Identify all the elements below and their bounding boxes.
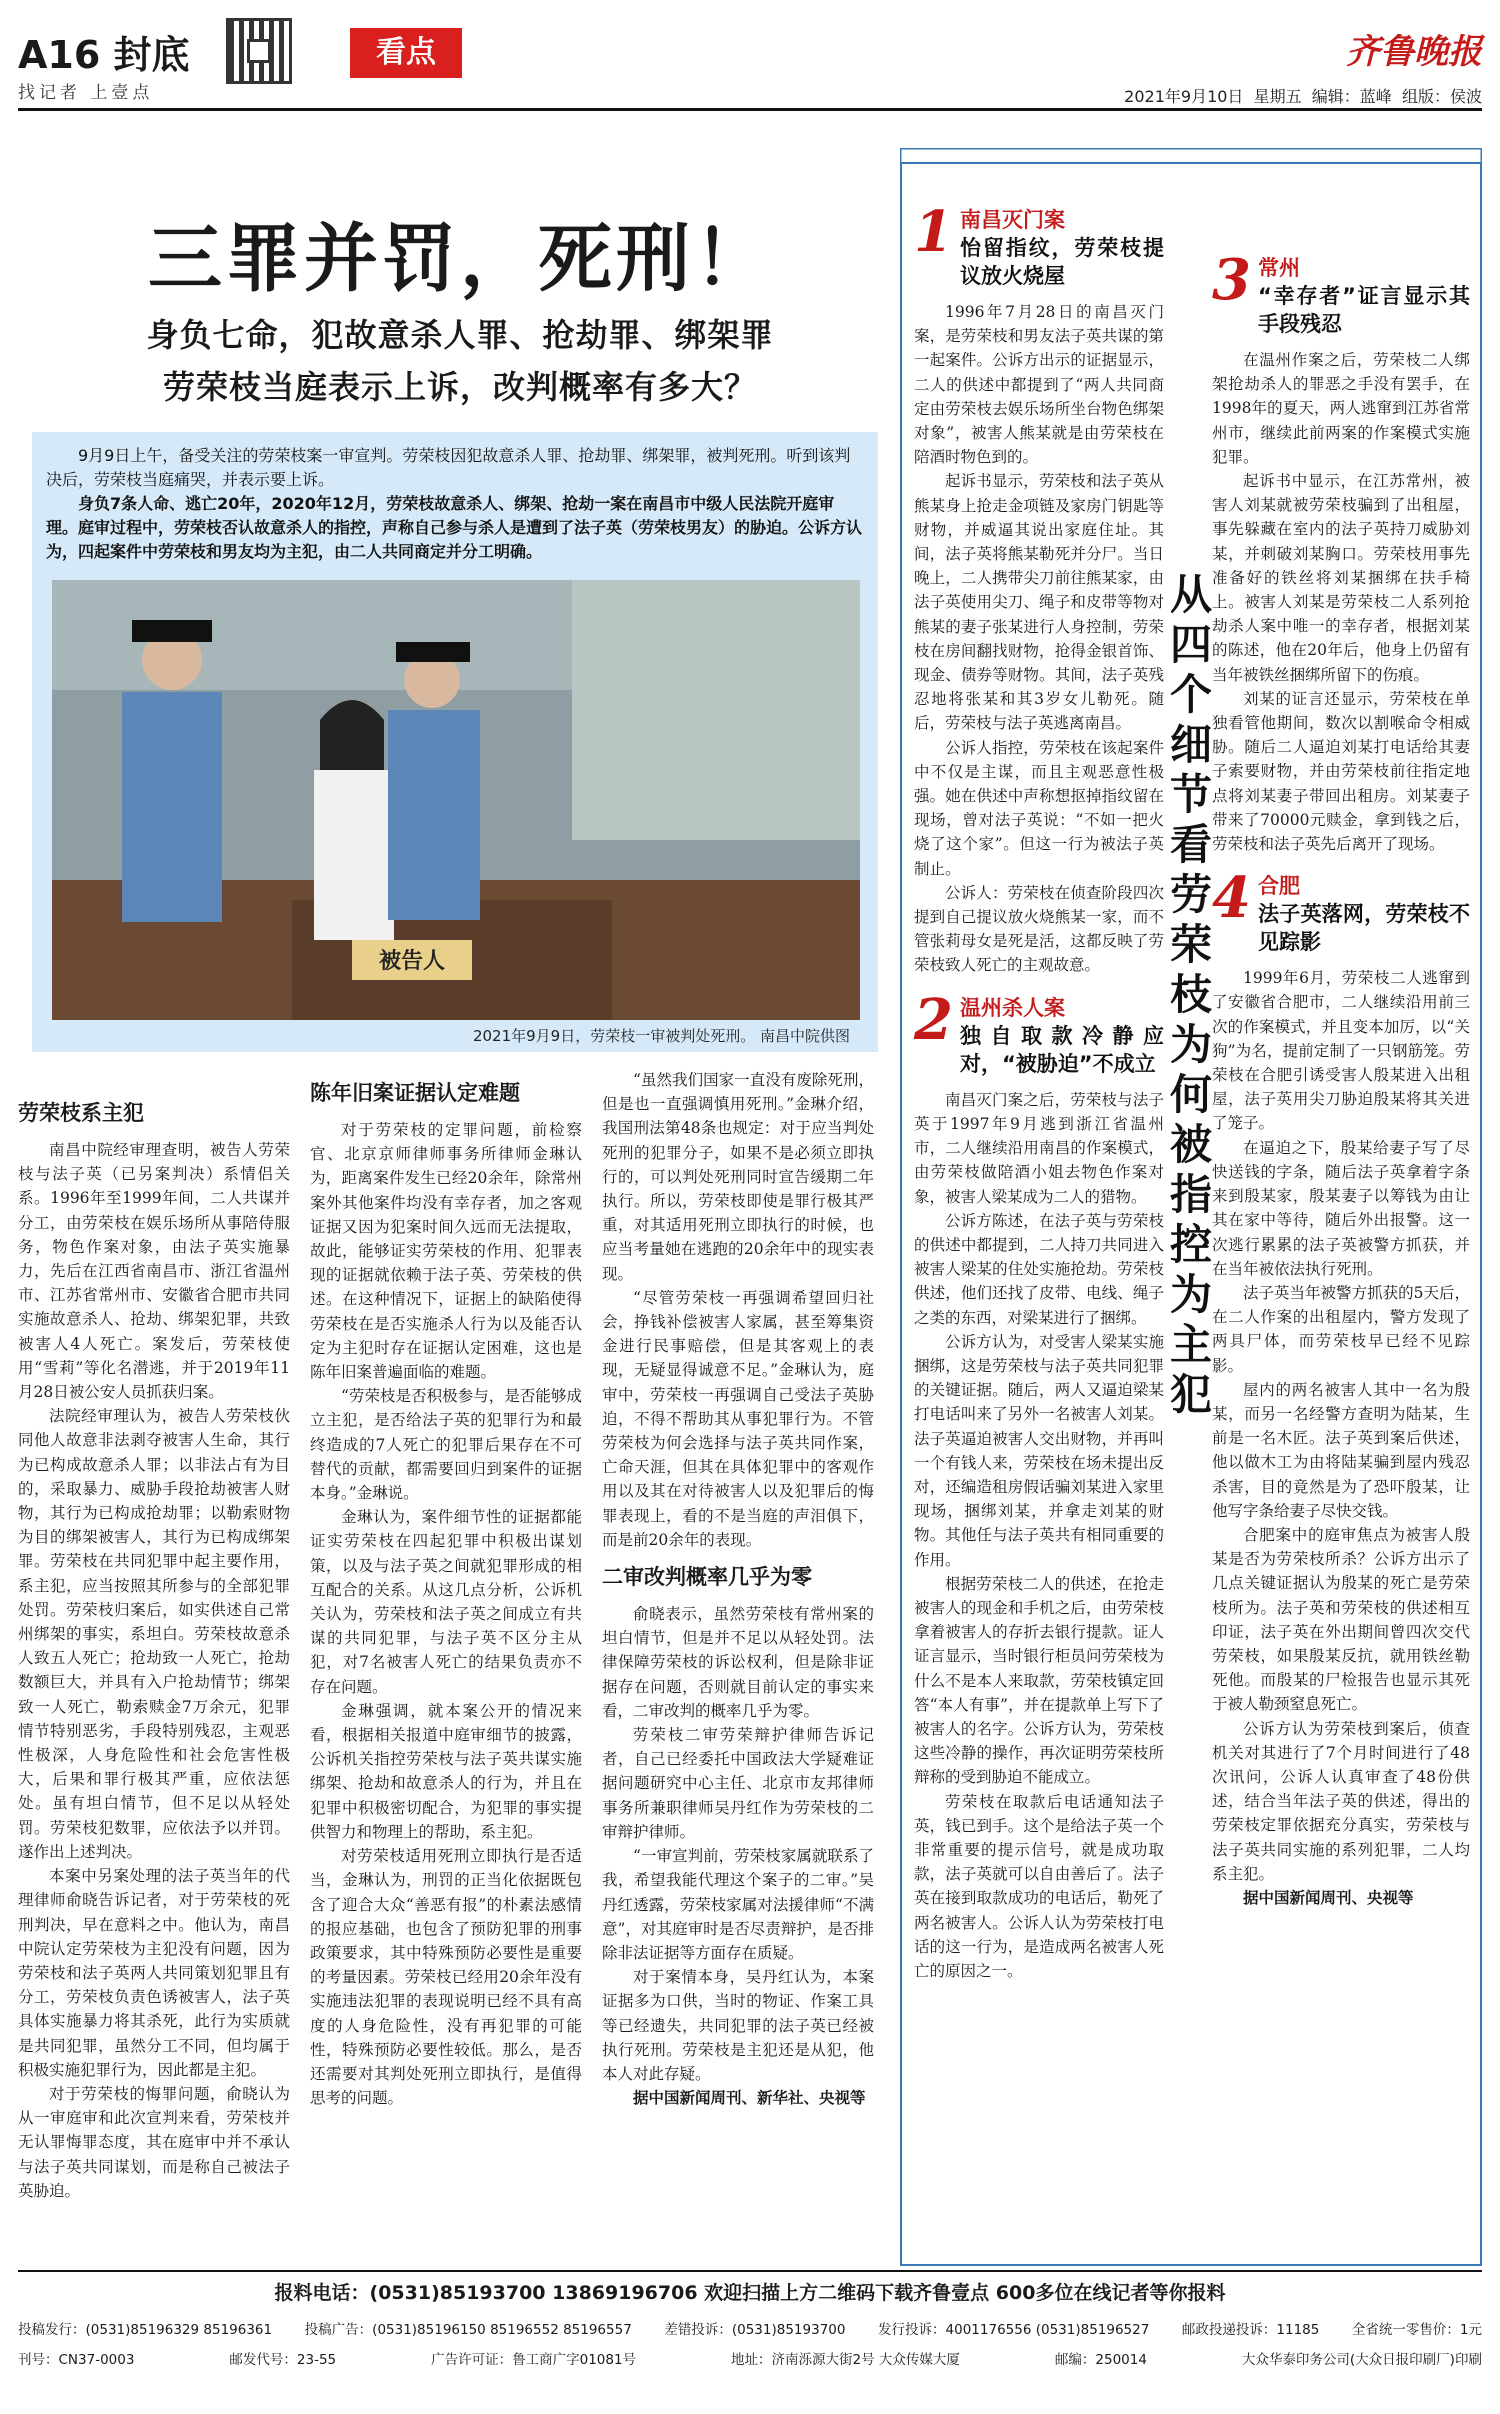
subheadline-2: 劳荣枝当庭表示上诉，改判概率有多大？ xyxy=(162,368,757,406)
paragraph: 劳荣枝二审劳荣辩护律师告诉记者，自己已经委托中国政法大学疑难证据问题研究中心主任、北京市友邦律师事务所兼职律师吴丹红作为劳荣枝的二审辩护律师。 xyxy=(602,1726,874,1841)
paragraph: “劳荣枝是否积极参与，是否能够成立主犯，是否给法子英的犯罪行为和最终造成的7人死亡的犯罪后果存在不可替代的贡献，都需要回归到案件的证据本身。”金琳说。 xyxy=(310,1387,582,1503)
paragraph: 金琳认为，案件细节性的证据都能证实劳荣枝在四起犯罪中积极出谋划策，以及与法子英之间就犯罪形成的相互配合的关系。从这几点分析，公诉机关认为，劳荣枝和法子英之间成立有共谋的共同犯罪，与法子英不区分主从犯，对7名被害人死亡的结果负责亦不存在问题。 xyxy=(310,1508,582,1696)
paragraph: 对于劳荣枝的定罪问题，前检察官、北京京师律师事务所律师金琳认为，距离案件发生已经20余年，除常州案外其他案件均没有幸存者，加之客观证据又因为犯案时间久远而无法提取，故此，能够证实劳荣枝的作用、犯罪表现的证据就依赖于法子英、劳荣枝的供述。在这种情况下，证据上的缺陷使得劳荣枝在是否实施杀人行为以及能否认定为主犯时存在证据认定困难，这也是陈年旧案普遍面临的难题。 xyxy=(310,1121,582,1382)
qr-code-icon[interactable] xyxy=(226,18,292,84)
paragraph: 公诉人：劳荣枝在侦查阶段四次提到自己提议放火烧熊某一家，而不管张莉母女是死是活，这都反映了劳荣枝致人死亡的主观故意。 xyxy=(914,883,1164,975)
paragraph: 合肥案中的庭审焦点为被害人殷某是否为劳荣枝所杀？公诉方出示了几点关键证据认为殷某的死亡是劳荣枝所为。法子英和劳荣枝的供述相互印证，法子英在外出期间曾四次交代劳荣枝，如果殷某反抗，就用铁丝勒死他。而殷某的尸检报告也显示其死于被人勒颈窒息死亡。 xyxy=(1212,1525,1470,1714)
paragraph: “虽然我们国家一直没有废除死刑，但是也一直强调慎用死刑。”金琳介绍，我国刑法第48条也规定：对于应当判处死刑的犯罪分子，如果不是必须立即执行的，可以判处死刑同时宣告缓期二年执行。所以，劳荣枝即使是罪行极其严重，对其适用死刑立即执行的时候，也应当考量她在逃跑的20余年中的现实表现。 xyxy=(602,1071,874,1283)
footer-item: 全省统一零售价：1元 xyxy=(1351,2322,1482,2338)
section-title: 法子英落网，劳荣枝不见踪影 xyxy=(1258,902,1470,955)
newspaper-logo: 齐鲁晚报 xyxy=(1346,32,1482,72)
courtroom-photo xyxy=(52,580,860,1020)
paragraph: 本案中另案处理的法子英当年的代理律师俞晓告诉记者，对于劳荣枝的死刑判决，早在意料之中。他认为，南昌中院认定劳荣枝为主犯没有问题，因为劳荣枝和法子英两人共同策划犯罪且有分工，劳荣枝负责色诱被害人，法子英具体实施暴力将其杀死，此行为实质就是共同犯罪，虽然分工不同，但均属于积极实施犯罪行为，因此都是主犯。 xyxy=(18,1867,290,2079)
issue-meta: 2021年9月10日 星期五 编辑：蓝峰 组版：侯波 xyxy=(1124,87,1482,106)
footer-item: 刊号：CN37-0003 xyxy=(18,2352,135,2368)
section-number: 4 xyxy=(1212,865,1251,932)
masthead xyxy=(18,18,1482,108)
paragraph: 公诉方认为，对受害人梁某实施捆绑，这是劳荣枝与法子英共同犯罪的关键证据。随后，两人又逼迫梁某打电话叫来了另外一名被害人刘某。法子英逼迫被害人交出财物，并再叫一个有钱人来，劳荣枝在场未提出反对，还编造租房假话骗刘某进入家里现场，捆绑刘某，并拿走刘某的财物。其他任与法子英共有相同重要的作用。 xyxy=(914,1332,1164,1569)
paragraph: 劳荣枝在取款后电话通知法子英，钱已到手。这个是给法子英一个非常重要的提示信号，就是成功取款，法子英就可以自由善后了。法子英在接到取款成功的电话后，勒死了两名被害人。公诉人认为劳荣枝打电话的这一行为，是造成两名被害人死亡的原因之一。 xyxy=(914,1792,1164,1980)
footer-item: 发行投诉：4001176556 (0531)85196527 xyxy=(878,2322,1150,2338)
article-column-1 xyxy=(18,1088,290,2258)
section-heading: 二审改判概率几乎为零 xyxy=(602,1565,812,1590)
paragraph: 1996年7月28日的南昌灭门案，是劳荣枝和男友法子英共谋的第一起案件。公诉方出示的证据显示，二人的供述中都提到了“两人共同商定由劳荣枝去娱乐场所坐台物色绑架对象”，被害人熊某就是由劳荣枝在陪酒时物色到的。 xyxy=(914,303,1164,467)
hotline-banner: 报料电话：(0531)85193700 13869196706 欢迎扫描上方二维码下载齐鲁壹点 600多位在线记者等你报料 xyxy=(274,2282,1226,2304)
paragraph: 公诉方认为劳荣枝到案后，侦查机关对其进行了7个月时间进行了48次讯问，公诉人认真审查了48份供述，结合当年法子英的供述，得出的劳荣枝定罪依据充分真实，劳荣枝与法子英共同实施的系列犯罪，二人均系主犯。 xyxy=(1212,1719,1470,1883)
paragraph: 法院经审理认为，被告人劳荣枝伙同他人故意非法剥夺被害人生命，其行为已构成故意杀人罪；以非法占有为目的，采取暴力、威胁手段抢劫被害人财物，其行为已构成抢劫罪；以勒索财物为目的绑架被害人，其行为已构成绑架罪。劳荣枝在共同犯罪中起主要作用，系主犯，应当按照其所参与的全部犯罪处罚。劳荣枝归案后，如实供述自己常州绑架的事实，系坦白。劳荣枝故意杀人致五人死亡；抢劫致一人死亡，抢劫数额巨大，并具有入户抢劫情节；绑架致一人死亡，勒索赎金7万余元，犯罪情节特别恶劣，手段特别残忍，主观恶性极深，人身危险性和社会危害性极大，后果和罪行极其严重，应依法惩处。虽有坦白情节，但不足以从轻处罚。劳荣枝犯数罪，应依法予以并罚。遂作出上述判决。 xyxy=(18,1407,290,1861)
defendant-plate: 被告人 xyxy=(378,949,446,974)
photo-caption: 2021年9月9日，劳荣枝一审被判处死刑。 南昌中院供图 xyxy=(472,1027,850,1045)
section-location: 常州 xyxy=(1258,256,1300,280)
footer-item: 投稿发行：(0531)85196329 85196361 xyxy=(18,2322,273,2338)
paragraph: “一审宣判前，劳荣枝家属就联系了我，希望我能代理这个案子的二审。”吴丹红透露，劳荣枝家属对法援律师“不满意”，对其庭审时是否尽责辩护，是否排除非法证据等方面存在质疑。 xyxy=(602,1847,874,1962)
paragraph: 在温州作案之后，劳荣枝二人绑架抢劫杀人的罪恶之手没有罢手，在1998年的夏天，两人逃窜到江苏省常州市，继续此前两案的作案模式实施犯罪。 xyxy=(1212,351,1470,466)
footer-item: 邮发代号：23-55 xyxy=(229,2352,337,2368)
panel-column-right xyxy=(1212,186,1470,2250)
article-column-3 xyxy=(602,1068,874,2258)
source-credit: 据中国新闻周刊、央视等 xyxy=(1243,1888,1414,1907)
section-2-header xyxy=(914,986,1164,1078)
section-number: 1 xyxy=(914,200,953,265)
source-credit: 据中国新闻周刊、新华社、央视等 xyxy=(633,2089,866,2108)
paragraph: 在逼迫之下，殷某给妻子写了尽快送钱的字条，随后法子英拿着字条来到殷某家，殷某妻子以筹钱为由让其在家中等待，随后外出报警。这一次逃行累累的法子英被警方抓获，并在当年被依法执行死刑。 xyxy=(1212,1138,1470,1278)
paragraph: 1999年6月，劳荣枝二人逃窜到了安徽省合肥市，二人继续沿用前三次的作案模式，并且变本加厉，以“关狗”为名，提前定制了一只钢筋笼。劳荣枝在合肥引诱受害人殷某进入出租屋，法子英用尖刀胁迫殷某将其关进了笼子。 xyxy=(1212,969,1470,1133)
paragraph: 屋内的两名被害人其中一名为殷某，而另一名经警方查明为陆某，生前是一名木匠。法子英到案后供述，他以做木工为由将陆某骗到屋内残忍杀害，目的竟然是为了恐吓殷某，让他写字条给妻子尽快交钱。 xyxy=(1212,1380,1470,1520)
section-location: 温州杀人案 xyxy=(960,995,1065,1020)
footer-item: 差错投诉：(0531)85193700 xyxy=(664,2322,846,2338)
paragraph: 起诉书中显示，在江苏常州，被害人刘某就被劳荣枝骗到了出租屋，事先躲藏在室内的法子英持刀威胁刘某，并刺破刘某胸口。劳荣枝用事先准备好的铁丝将刘某捆绑在扶手椅上。被害人刘某是劳荣枝二人系列抢劫杀人案中唯一的幸存者，根据刘某的陈述，他在20年后，他身上仍留有当年被铁丝捆绑所留下的伤痕。 xyxy=(1212,472,1470,684)
courtroom-illustration xyxy=(52,580,860,1020)
contact-slogan: 找记者 上壹点 xyxy=(18,83,154,103)
section-heading: 陈年旧案证据认定难题 xyxy=(310,1081,520,1105)
paragraph: 刘某的证言还显示，劳荣枝在单独看管他期间，数次以割喉命令相威胁。随后二人逼迫刘某打电话给其妻子索要财物，并由劳荣枝前往指定地点将刘某妻子带回出租房。刘某妻子带来了70000元赎金，拿到钱之后，劳荣枝和法子英先后离开了现场。 xyxy=(1212,689,1470,854)
section-number: 3 xyxy=(1212,247,1251,313)
paragraph: 法子英当年被警方抓获的5天后，在二人作案的出租屋内，警方发现了两具尸体，而劳荣枝早已经不见踪影。 xyxy=(1212,1283,1470,1375)
paragraph: 金琳强调，就本案公开的情况来看，根据相关报道中庭审细节的披露，公诉机关指控劳荣枝与法子英共谋实施绑架、抢劫和故意杀人的行为，并且在犯罪中积极密切配合，为犯罪的事实提供智力和物理上的帮助，系主犯。 xyxy=(310,1701,582,1841)
lead-paragraph: 9月9日上午，备受关注的劳荣枝案一审宣判。劳荣枝因犯故意杀人罪、抢劫罪、绑架罪，被判死刑。听到该判决后，劳荣枝当庭痛哭，并表示要上诉。 xyxy=(46,446,851,489)
footer-item: 广告许可证：鲁工商广字01081号 xyxy=(431,2352,637,2368)
subheadline-1: 身负七命，犯故意杀人罪、抢劫罪、绑架罪 xyxy=(146,316,774,354)
footer-item: 地址：济南泺源大街2号 大众传媒大厦 xyxy=(731,2352,960,2368)
section-location: 合肥 xyxy=(1258,874,1300,899)
section-3-header xyxy=(1212,247,1470,338)
paragraph: 俞晓表示，虽然劳荣枝有常州案的坦白情节，但是并不足以从轻处罚。法律保障劳荣枝的诉讼权利，但是除非证据存在问题，否则就目前认定的事实来看，二审改判的概率几乎为零。 xyxy=(602,1605,874,1720)
panel-column-left xyxy=(914,200,1164,2250)
vertical-panel-title: 从四个细节看劳荣枝为何被指控为主犯 xyxy=(1169,570,1212,1419)
section-title: 怡留指纹，劳荣枝提议放火烧屋 xyxy=(960,236,1164,288)
section-title: 独自取款冷静应对，“被胁迫”不成立 xyxy=(960,1023,1164,1076)
footer-contacts xyxy=(18,2318,1482,2338)
paragraph: 公诉方陈述，在法子英与劳荣枝的供述中都提到，二人持刀共同进入被害人梁某的住处实施抢劫。劳荣枝供述，他们还找了皮带、电线、绳子之类的东西，对梁某进行了捆绑。 xyxy=(914,1211,1164,1327)
paragraph: 起诉书显示，劳荣枝和法子英从熊某身上抢走金项链及家房门钥匙等财物，并威逼其说出家庭住址。其间，法子英将熊某勒死并分尸。当日晚上，二人携带尖刀前往熊某家，由法子英使用尖刀、绳子和皮带等物对熊某的妻子张某进行人身控制，劳荣枝在房间翻找财物，抢得金银首饰、现金、债券等财物。其间，法子英残忍地将张某和其3岁女儿勒死。随后，劳荣枝与法子英逃离南昌。 xyxy=(914,472,1164,733)
section-location: 南昌灭门案 xyxy=(960,208,1065,232)
paragraph: 对于案情本身，吴丹红认为，本案证据多为口供，当时的物证、作案工具等已经遗失，共同犯罪的法子英已经被执行死刑。劳荣枝是主犯还是从犯，他本人对此存疑。 xyxy=(602,1968,874,2083)
paragraph: 公诉人指控，劳荣枝在该起案件中不仅是主谋，而且主观恶意性极强。她在供述中声称想抠掉指纹留在现场，曾对法子英说：“不如一把火烧了这个家”。但这一行为被法子英制止。 xyxy=(914,738,1164,878)
footer-item: 邮政投递投诉：11185 xyxy=(1181,2322,1320,2338)
section-1-header xyxy=(914,200,1164,290)
headline: 三罪并罚，死刑！ xyxy=(148,216,772,302)
header-divider xyxy=(18,108,1482,111)
section-tag: 看点 xyxy=(350,28,462,78)
paragraph: 根据劳荣枝二人的供述，在抢走被害人的现金和手机之后，由劳荣枝拿着被害人的存折去银行提款。证人证言显示，当时银行柜员问劳荣枝为什么不是本人来取款，劳荣枝镇定回答“本人有事”，并在提款单上写下了被害人的名字。公诉方认为，劳荣枝这些冷静的操作，再次证明劳荣枝所辩称的受到胁迫不能成立。 xyxy=(914,1574,1164,1787)
article-column-2 xyxy=(310,1068,582,2258)
paragraph: 对劳荣枝适用死刑立即执行是否适当，金琳认为，刑罚的正当化依据既包含了迎合大众“善恶有报”的朴素法感情的报应基础，也包含了预防犯罪的刑事政策要求，其中特殊预防必要性是重要的考量因素。劳荣枝已经用20余年没有实施违法犯罪的表现说明已经不具有高度的人身危险性，没有再犯罪的可能性，特殊预防必要性较低。那么，是否还需要对其判处死刑立即执行，是值得思考的问题。 xyxy=(310,1847,582,2108)
page-number: A16 封底 xyxy=(18,33,190,77)
lead-paragraph: 身负7条人命、逃亡20年，2020年12月，劳荣枝故意杀人、绑架、抢劫一案在南昌市中级人民法院开庭审理。庭审过程中，劳荣枝否认故意杀人的指控，声称自己参与杀人是遭到了法子英（劳荣枝男友）的胁迫。公诉方认为，四起案件中劳荣枝和男友均为主犯，由二人共同商定并分工明确。 xyxy=(46,494,863,561)
footer-item: 邮编：250014 xyxy=(1054,2352,1147,2368)
footer-item: 大众华泰印务公司(大众日报印刷厂)印刷 xyxy=(1241,2352,1482,2368)
paragraph: “尽管劳荣枝一再强调希望回归社会，挣钱补偿被害人家属，甚至筹集资金进行民事赔偿，但是其客观上的表现，无疑显得诚意不足。”金琳认为，庭审中，劳荣枝一再强调自己受法子英胁迫，不得不帮助其从事犯罪行为。不管劳荣枝为何会选择与法子英共同作案，亡命天涯，但其在具体犯罪中的客观作用以及其在对待被害人以及犯罪后的悔罪表现上，看的不是当庭的声泪俱下，而是前20余年的表现。 xyxy=(602,1288,874,1549)
paragraph: 对于劳荣枝的悔罪问题，俞晓认为从一审庭审和此次宣判来看，劳荣枝并无认罪悔罪态度，其在庭审中并不承认与法子英共同谋划，而是称自己被法子英胁迫。 xyxy=(18,2084,290,2200)
paragraph: 南昌灭门案之后，劳荣枝与法子英于1997年9月逃到浙江省温州市，二人继续沿用南昌的作案模式，由劳荣枝做陪酒小姐去物色作案对象，被害人梁某成为二人的猎物。 xyxy=(914,1090,1164,1206)
panel-corner-decoration xyxy=(900,148,1482,162)
section-number: 2 xyxy=(914,986,953,1053)
footer-item: 投稿广告：(0531)85196150 85196552 85196557 xyxy=(304,2322,632,2338)
footer-divider xyxy=(18,2270,1482,2272)
section-heading: 劳荣枝系主犯 xyxy=(18,1101,144,1125)
section-4-header xyxy=(1212,865,1470,956)
paragraph: 南昌中院经审理查明，被告人劳荣枝与法子英（已另案判决）系情侣关系。1996年至1999年间，二人共谋并分工，由劳荣枝在娱乐场所从事陪侍服务，物色作案对象，由法子英实施暴力，先后在江西省南昌市、浙江省温州市、江苏省常州市、安徽省合肥市共同实施故意杀人、抢劫、绑架犯罪，共致被害人4人死亡。案发后，劳荣枝使用“雪莉”等化名潜逃，并于2019年11月28日被公安人员抓获归案。 xyxy=(18,1141,290,1402)
footer-imprint xyxy=(18,2348,1482,2368)
section-title: “幸存者”证言显示其手段残忍 xyxy=(1258,284,1470,336)
